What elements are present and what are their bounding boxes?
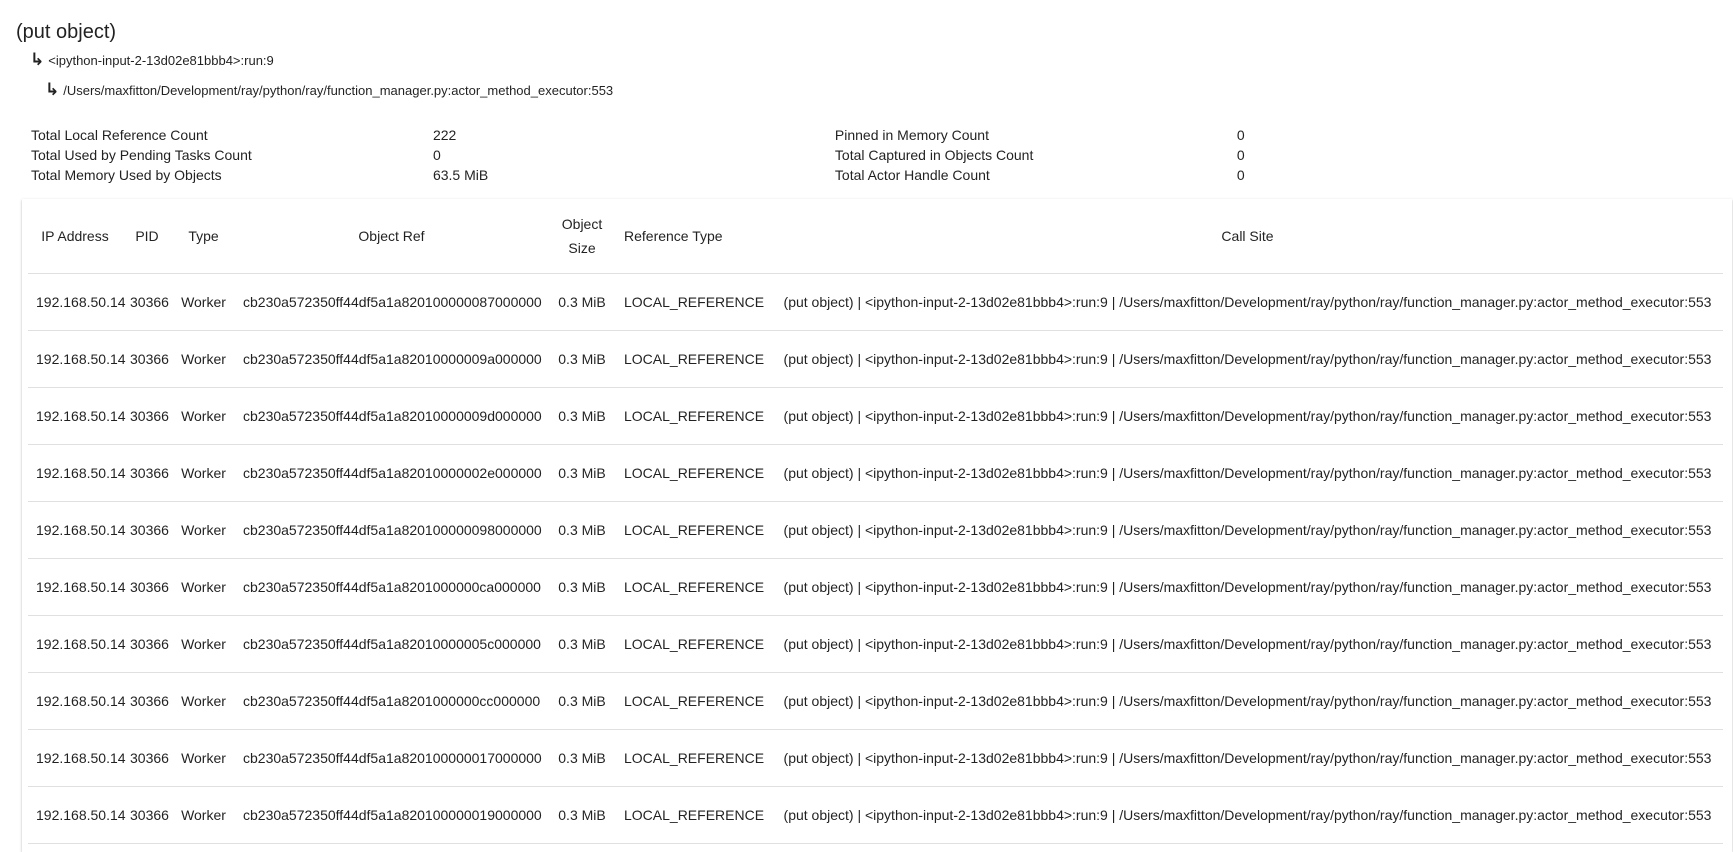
cell-call-site: (put object) | <ipython-input-2-13d02e81bbb4>:run:9 | /Users/maxfitton/Development/ray/python/ray/function_manager.py:actor_method_executor:553: [772, 559, 1723, 616]
cell-object-ref: cb230a572350ff44df5a1a820100000087000000: [235, 274, 548, 331]
stat-value: 63.5 MiB: [432, 167, 489, 183]
cell-object-size: 0.3 MiB: [548, 730, 616, 787]
cell-pid: 30366: [122, 445, 172, 502]
cell-pid: 30366: [122, 331, 172, 388]
stat-label: Total Used by Pending Tasks Count: [31, 147, 252, 163]
cell-object-size: 0.3 MiB: [548, 616, 616, 673]
subdirectory-arrow-icon: ↳: [45, 80, 60, 99]
cell-reference-type: LOCAL_REFERENCE: [616, 616, 772, 673]
object-refs-table-card: [22, 199, 1732, 852]
cell-type: Worker: [172, 274, 235, 331]
column-header-ip-address: IP Address: [28, 199, 122, 274]
cell-reference-type: LOCAL_REFERENCE: [616, 787, 772, 844]
column-header-type: Type: [172, 199, 235, 274]
stat-row: [31, 145, 1331, 165]
column-header-object-size: Object Size: [548, 199, 616, 274]
cell-object-ref: cb230a572350ff44df5a1a820100000019000000: [235, 787, 548, 844]
call-trace-line-1: [30, 51, 274, 68]
cell-pid: 30366: [122, 559, 172, 616]
cell-call-site: (put object) | <ipython-input-2-13d02e81bbb4>:run:9 | /Users/maxfitton/Development/ray/python/ray/function_manager.py:actor_method_executor:553: [772, 616, 1723, 673]
cell-call-site: (put object) | <ipython-input-2-13d02e81bbb4>:run:9 | /Users/maxfitton/Development/ray/python/ray/function_manager.py:actor_method_executor:553: [772, 502, 1723, 559]
table-header-row: [28, 199, 1723, 274]
stat-label: Total Actor Handle Count: [834, 167, 990, 183]
cell-call-site: (put object) | <ipython-input-2-13d02e81bbb4>:run:9 | /Users/maxfitton/Development/ray/python/ray/function_manager.py:actor_method_executor:553: [772, 445, 1723, 502]
call-trace-line-2: [45, 81, 613, 98]
cell-ip-address: 192.168.50.14: [28, 445, 122, 502]
cell-type: Worker: [172, 502, 235, 559]
stat-value: 0: [1236, 167, 1245, 183]
call-trace-text: /Users/maxfitton/Development/ray/python/ray/function_manager.py:actor_method_executor:553: [63, 83, 614, 98]
cell-pid: 30366: [122, 616, 172, 673]
cell-call-site: (put object) | <ipython-input-2-13d02e81bbb4>:run:9 | /Users/maxfitton/Development/ray/python/ray/function_manager.py:actor_method_executor:553: [772, 673, 1723, 730]
cell-type: Worker: [172, 616, 235, 673]
cell-object-ref: cb230a572350ff44df5a1a82010000009a000000: [235, 331, 548, 388]
cell-object-ref: cb230a572350ff44df5a1a82010000009d000000: [235, 388, 548, 445]
cell-object-ref: cb230a572350ff44df5a1a82010000005c000000: [235, 616, 548, 673]
group-title: (put object): [16, 21, 117, 43]
stat-value: 0: [432, 147, 441, 163]
cell-ip-address: 192.168.50.14: [28, 388, 122, 445]
cell-pid: 30366: [122, 673, 172, 730]
stat-value: 0: [1236, 147, 1245, 163]
cell-pid: 30366: [122, 787, 172, 844]
cell-object-ref: cb230a572350ff44df5a1a8201000000ca000000: [235, 559, 548, 616]
stat-value: 222: [432, 127, 457, 143]
cell-ip-address: 192.168.50.14: [28, 787, 122, 844]
cell-reference-type: LOCAL_REFERENCE: [616, 502, 772, 559]
cell-call-site: (put object) | <ipython-input-2-13d02e81bbb4>:run:9 | /Users/maxfitton/Development/ray/python/ray/function_manager.py:actor_method_executor:553: [772, 331, 1723, 388]
cell-object-size: 0.3 MiB: [548, 502, 616, 559]
cell-type: Worker: [172, 730, 235, 787]
call-trace-text: <ipython-input-2-13d02e81bbb4>:run:9: [48, 53, 274, 68]
object-refs-table: [28, 199, 1723, 844]
column-header-call-site: Call Site: [772, 199, 1723, 274]
cell-type: Worker: [172, 388, 235, 445]
cell-object-ref: cb230a572350ff44df5a1a820100000017000000: [235, 730, 548, 787]
cell-ip-address: 192.168.50.14: [28, 502, 122, 559]
cell-ip-address: 192.168.50.14: [28, 730, 122, 787]
stat-label: Pinned in Memory Count: [834, 127, 989, 143]
cell-call-site: (put object) | <ipython-input-2-13d02e81bbb4>:run:9 | /Users/maxfitton/Development/ray/python/ray/function_manager.py:actor_method_executor:553: [772, 388, 1723, 445]
cell-reference-type: LOCAL_REFERENCE: [616, 559, 772, 616]
cell-reference-type: LOCAL_REFERENCE: [616, 730, 772, 787]
cell-object-size: 0.3 MiB: [548, 445, 616, 502]
cell-call-site: (put object) | <ipython-input-2-13d02e81bbb4>:run:9 | /Users/maxfitton/Development/ray/python/ray/function_manager.py:actor_method_executor:553: [772, 730, 1723, 787]
cell-pid: 30366: [122, 274, 172, 331]
cell-object-ref: cb230a572350ff44df5a1a8201000000cc000000: [235, 673, 548, 730]
cell-object-size: 0.3 MiB: [548, 274, 616, 331]
cell-reference-type: LOCAL_REFERENCE: [616, 673, 772, 730]
table-row: [28, 274, 1723, 331]
table-row: [28, 388, 1723, 445]
cell-object-size: 0.3 MiB: [548, 787, 616, 844]
cell-ip-address: 192.168.50.14: [28, 616, 122, 673]
table-row: [28, 673, 1723, 730]
table-row: [28, 502, 1723, 559]
cell-ip-address: 192.168.50.14: [28, 673, 122, 730]
cell-ip-address: 192.168.50.14: [28, 559, 122, 616]
stat-value: 0: [1236, 127, 1245, 143]
cell-call-site: (put object) | <ipython-input-2-13d02e81bbb4>:run:9 | /Users/maxfitton/Development/ray/python/ray/function_manager.py:actor_method_executor:553: [772, 274, 1723, 331]
stat-row: [31, 125, 1331, 145]
cell-ip-address: 192.168.50.14: [28, 274, 122, 331]
table-row: [28, 331, 1723, 388]
cell-object-size: 0.3 MiB: [548, 673, 616, 730]
cell-ip-address: 192.168.50.14: [28, 331, 122, 388]
cell-type: Worker: [172, 559, 235, 616]
table-row: [28, 445, 1723, 502]
column-header-object-ref: Object Ref: [235, 199, 548, 274]
subdirectory-arrow-icon: ↳: [30, 50, 45, 69]
table-body: [28, 274, 1723, 844]
cell-object-size: 0.3 MiB: [548, 388, 616, 445]
cell-object-ref: cb230a572350ff44df5a1a820100000098000000: [235, 502, 548, 559]
summary-stats: [31, 125, 1331, 185]
table-row: [28, 616, 1723, 673]
stat-row: [31, 165, 1331, 185]
table-row: [28, 787, 1723, 844]
cell-reference-type: LOCAL_REFERENCE: [616, 274, 772, 331]
cell-type: Worker: [172, 673, 235, 730]
cell-pid: 30366: [122, 730, 172, 787]
cell-object-size: 0.3 MiB: [548, 331, 616, 388]
cell-type: Worker: [172, 445, 235, 502]
cell-type: Worker: [172, 787, 235, 844]
stat-label: Total Memory Used by Objects: [31, 167, 222, 183]
cell-object-size: 0.3 MiB: [548, 559, 616, 616]
table-row: [28, 730, 1723, 787]
cell-reference-type: LOCAL_REFERENCE: [616, 388, 772, 445]
cell-call-site: (put object) | <ipython-input-2-13d02e81bbb4>:run:9 | /Users/maxfitton/Development/ray/python/ray/function_manager.py:actor_method_executor:553: [772, 787, 1723, 844]
cell-object-ref: cb230a572350ff44df5a1a82010000002e000000: [235, 445, 548, 502]
table-row: [28, 559, 1723, 616]
stat-label: Total Local Reference Count: [31, 127, 208, 143]
cell-pid: 30366: [122, 502, 172, 559]
cell-reference-type: LOCAL_REFERENCE: [616, 331, 772, 388]
stat-label: Total Captured in Objects Count: [834, 147, 1034, 163]
column-header-pid: PID: [122, 199, 172, 274]
cell-type: Worker: [172, 331, 235, 388]
cell-reference-type: LOCAL_REFERENCE: [616, 445, 772, 502]
column-header-reference-type: Reference Type: [616, 199, 772, 274]
cell-pid: 30366: [122, 388, 172, 445]
